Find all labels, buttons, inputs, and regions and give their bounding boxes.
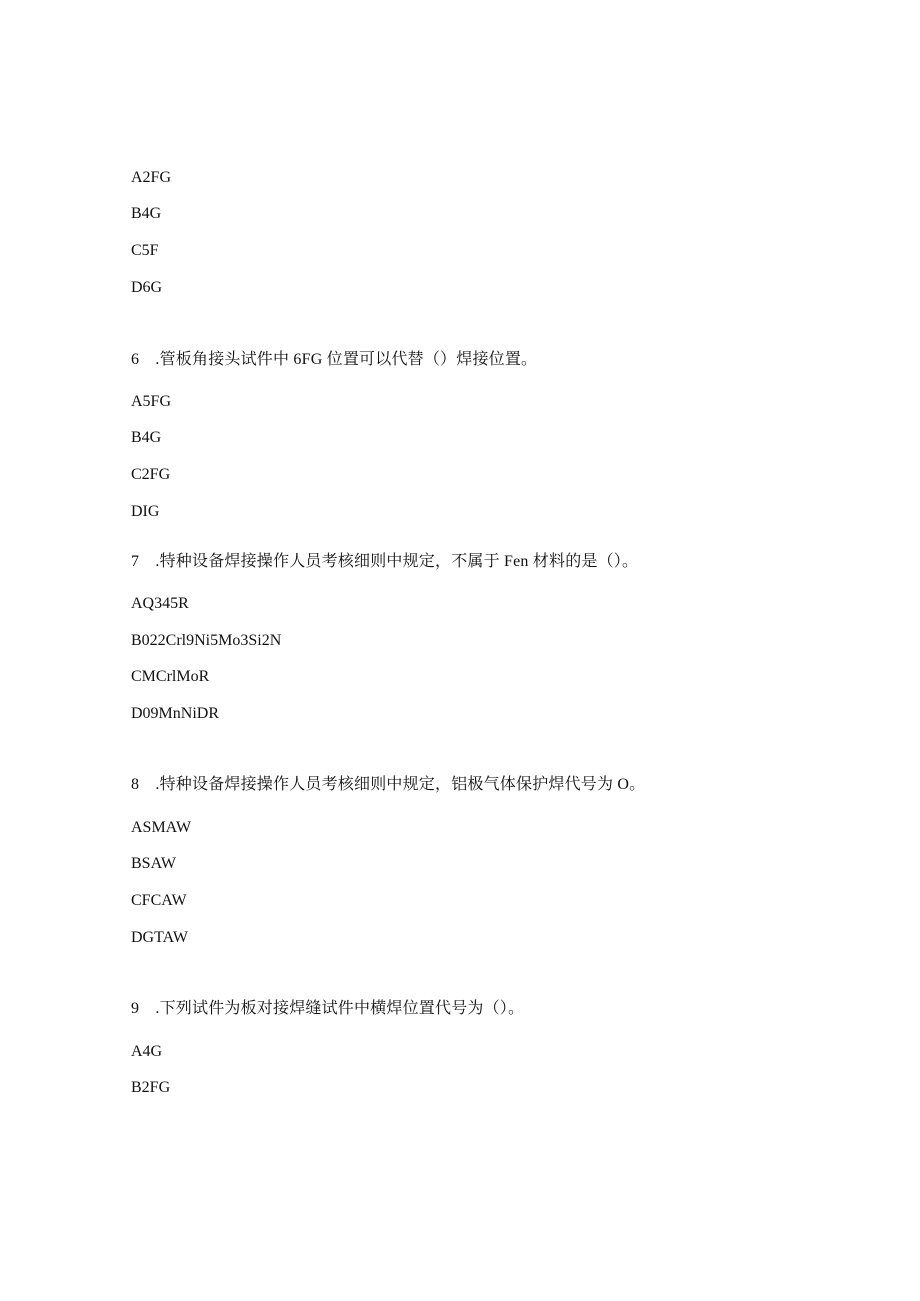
option-d: DGTAW	[131, 929, 188, 946]
question-6: 6 .管板角接头试件中 6FG 位置可以代替（）焊接位置。	[131, 351, 538, 368]
option-c: CFCAW	[131, 892, 187, 909]
option-a: A2FG	[131, 169, 172, 186]
question-8: 8 .特种设备焊接操作人员考核细则中规定，铝极气体保护焊代号为 O。	[131, 776, 646, 793]
option-a: A4G	[131, 1043, 163, 1060]
option-c: C5F	[131, 242, 159, 259]
option-a: A5FG	[131, 393, 172, 410]
option-b: B2FG	[131, 1079, 171, 1096]
question-7: 7 .特种设备焊接操作人员考核细则中规定，不属于 Fen 材料的是（）。	[131, 553, 639, 570]
option-d: DIG	[131, 503, 160, 520]
option-b: B022Crl9Ni5Mo3Si2N	[131, 632, 282, 649]
option-a: ASMAW	[131, 819, 192, 836]
option-b: B4G	[131, 205, 162, 222]
option-c: CMCrlMoR	[131, 668, 210, 685]
option-c: C2FG	[131, 466, 171, 483]
option-a: AQ345R	[131, 595, 189, 612]
option-d: D09MnNiDR	[131, 705, 220, 722]
question-9: 9 .下列试件为板对接焊缝试件中横焊位置代号为（）。	[131, 1000, 525, 1017]
option-d: D6G	[131, 279, 163, 296]
option-b: B4G	[131, 429, 162, 446]
option-b: BSAW	[131, 855, 176, 872]
